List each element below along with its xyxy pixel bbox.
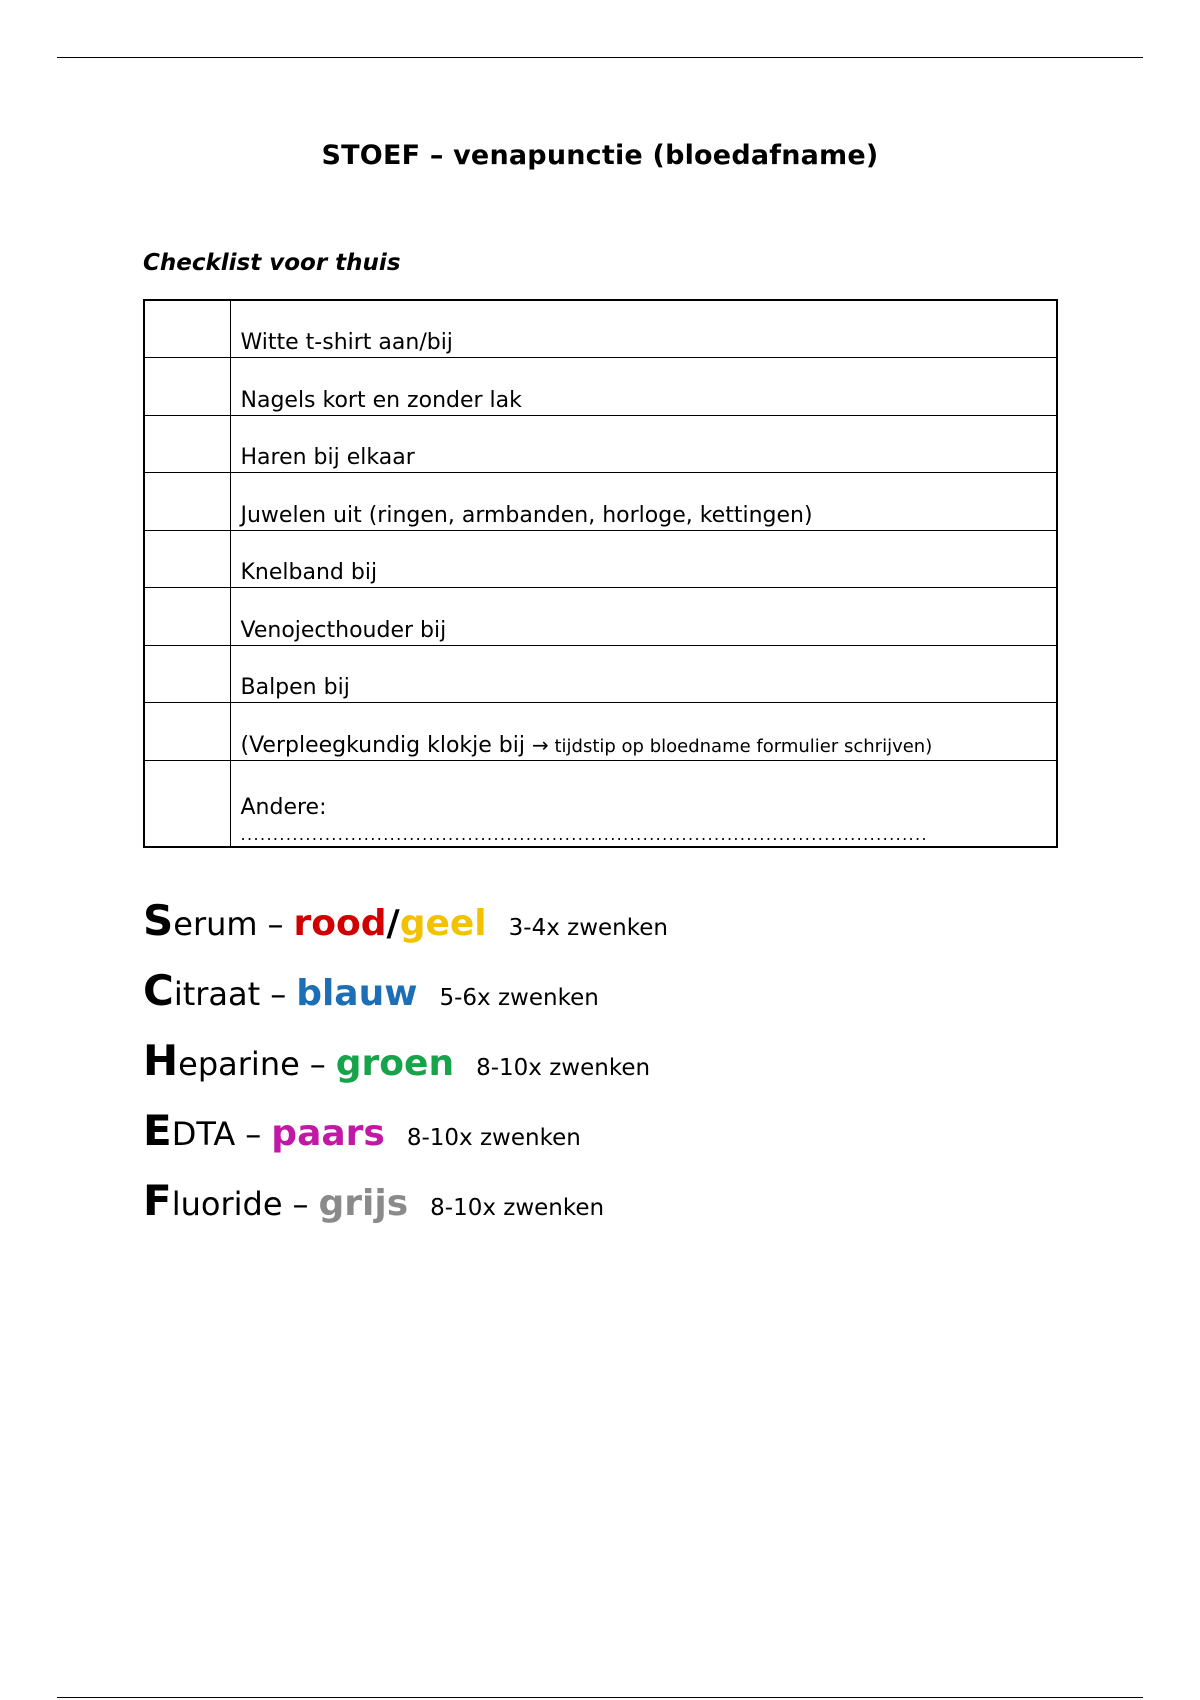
checkbox-cell[interactable] — [144, 473, 230, 531]
top-rule — [57, 57, 1143, 58]
tube-name-rest: erum — [173, 905, 258, 943]
checklist-row — [144, 645, 1057, 703]
tube-name-rest: luoride — [171, 1185, 283, 1223]
checklist-row — [144, 358, 1057, 416]
checklist-item-text: Venojecthouder bij — [230, 588, 1057, 646]
other-fill-line[interactable]: .......................................................................................................... — [240, 826, 929, 844]
checklist-item-text: Balpen bij — [230, 645, 1057, 703]
tube-legend — [143, 896, 668, 1246]
checklist-heading: Checklist voor thuis — [143, 250, 401, 276]
checklist-row-watch — [144, 703, 1057, 761]
tube-name-rest: DTA — [171, 1115, 236, 1153]
checklist-item-text: Haren bij elkaar — [230, 415, 1057, 473]
checklist-table — [143, 299, 1058, 848]
tube-color-blue: blauw — [296, 973, 418, 1014]
checkbox-cell[interactable] — [144, 645, 230, 703]
watch-item-note: tijdstip op bloedname formulier schrijven) — [548, 735, 933, 757]
tube-name-rest: eparine — [178, 1045, 300, 1083]
tube-color-green: groen — [335, 1043, 455, 1084]
tube-initial: F — [143, 1176, 172, 1225]
checklist-row — [144, 588, 1057, 646]
tube-color-purple: paars — [271, 1113, 385, 1154]
checklist-item-text: Knelband bij — [230, 530, 1057, 588]
checklist-item-text: Witte t-shirt aan/bij — [230, 300, 1057, 358]
watch-item-main: (Verpleegkundig klokje bij — [240, 732, 532, 758]
checklist-row — [144, 300, 1057, 358]
checkbox-cell[interactable] — [144, 703, 230, 761]
tube-dash: – — [292, 1185, 309, 1223]
checkbox-cell[interactable] — [144, 530, 230, 588]
arrow-right-icon: → — [531, 732, 549, 757]
tube-color-separator: / — [386, 903, 400, 944]
tube-mix-count: 5-6x zwenken — [439, 985, 599, 1011]
tube-citraat — [143, 966, 668, 1036]
checkbox-cell[interactable] — [144, 760, 230, 847]
tube-mix-count: 8-10x zwenken — [476, 1055, 651, 1081]
tube-name-rest: itraat — [173, 975, 261, 1013]
checkbox-cell[interactable] — [144, 415, 230, 473]
tube-color-red: rood — [293, 903, 387, 944]
checkbox-cell[interactable] — [144, 588, 230, 646]
tube-mix-count: 3-4x zwenken — [508, 915, 668, 941]
checklist-row — [144, 530, 1057, 588]
tube-dash: – — [245, 1115, 262, 1153]
tube-heparine — [143, 1036, 668, 1106]
tube-mix-count: 8-10x zwenken — [406, 1125, 581, 1151]
tube-color-grey: grijs — [318, 1183, 409, 1224]
tube-edta — [143, 1106, 668, 1176]
checklist-row-other — [144, 760, 1057, 847]
bottom-rule — [57, 1697, 1143, 1698]
tube-mix-count: 8-10x zwenken — [430, 1195, 605, 1221]
checklist-row — [144, 473, 1057, 531]
checkbox-cell[interactable] — [144, 358, 230, 416]
tube-dash: – — [267, 905, 284, 943]
checklist-item-watch — [230, 703, 1057, 761]
tube-fluoride — [143, 1176, 668, 1246]
document-title: STOEF – venapunctie (bloedafname) — [321, 140, 879, 171]
tube-initial: H — [143, 1036, 179, 1085]
tube-initial: E — [143, 1106, 172, 1155]
tube-dash: – — [270, 975, 287, 1013]
tube-initial: S — [143, 896, 174, 945]
checklist-item-text: Nagels kort en zonder lak — [230, 358, 1057, 416]
tube-initial: C — [143, 966, 174, 1015]
tube-dash: – — [309, 1045, 326, 1083]
checklist-item-text: Juwelen uit (ringen, armbanden, horloge, kettingen) — [230, 473, 1057, 531]
other-label: Andere: — [240, 795, 327, 820]
checklist-row — [144, 415, 1057, 473]
tube-serum — [143, 896, 668, 966]
checkbox-cell[interactable] — [144, 300, 230, 358]
checklist-item-other — [230, 760, 1057, 847]
tube-color-yellow: geel — [399, 903, 487, 944]
